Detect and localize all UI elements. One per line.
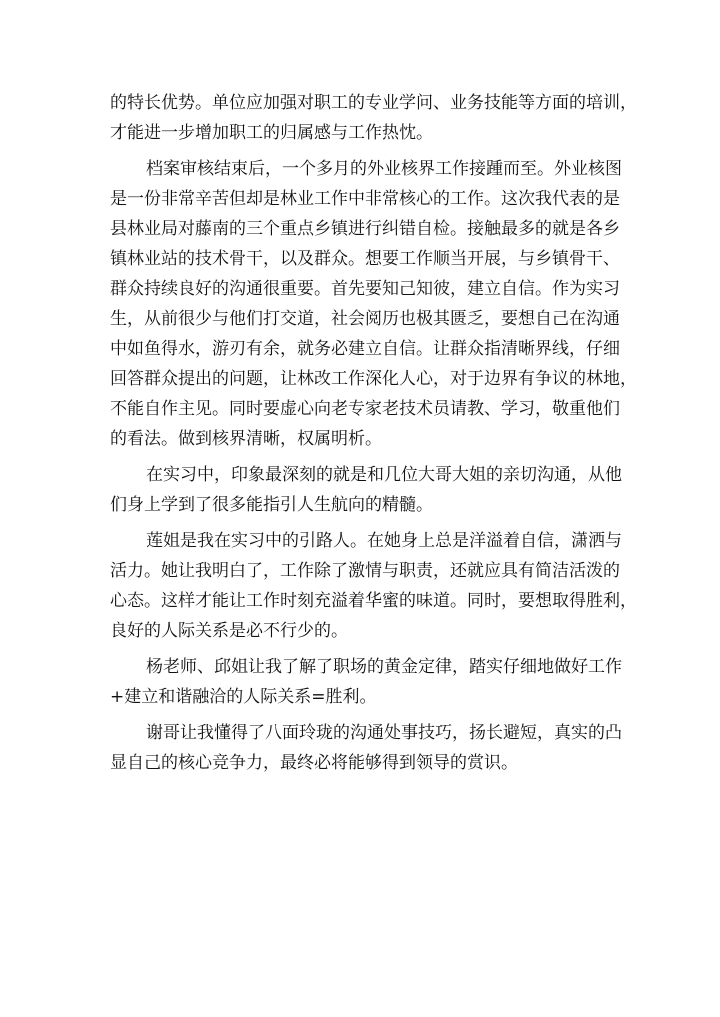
- text-line: 生，从前很少与他们打交道，社会阅历也极其匮乏，要想自己在沟通: [110, 309, 620, 329]
- text-line: 显自己的核心竞争力，最终必将能够得到领导的赏识。: [110, 753, 518, 773]
- text-line: 群众持续良好的沟通很重要。首先要知己知彼，建立自信。作为实习: [110, 279, 620, 299]
- paragraph-1: [110, 88, 637, 148]
- text-line: 是一份非常辛苦但却是林业工作中非常核心的工作。这次我代表的是: [110, 189, 620, 209]
- text-line: 镇林业站的技术骨干，以及群众。想要工作顺当开展，与乡镇骨干、: [110, 249, 620, 269]
- text-line: 回答群众提出的问题，让林改工作深化人心，对于边界有争议的林地，: [110, 369, 637, 389]
- text-line: 中如鱼得水，游刃有余，就务必建立自信。让群众指清晰界线，仔细: [110, 339, 620, 359]
- paragraph-6: [110, 718, 622, 778]
- text-line: +建立和谐融洽的人际关系=胜利。: [110, 687, 377, 707]
- paragraph-3: [110, 460, 622, 520]
- text-line: 们身上学到了很多能指引人生航向的精髓。: [110, 495, 433, 515]
- paragraph-2: [110, 154, 637, 454]
- text-line: 县林业局对藤南的三个重点乡镇进行纠错自检。接触最多的就是各乡: [110, 219, 620, 239]
- text-line: 的看法。做到核界清晰，权属明析。: [110, 429, 382, 449]
- text-line: 莲姐是我在实习中的引路人。在她身上总是洋溢着自信，潇洒与: [146, 531, 622, 551]
- text-line: 在实习中，印象最深刻的就是和几位大哥大姐的亲切沟通，从他: [146, 465, 622, 485]
- text-line: 不能自作主见。同时要虚心向老专家老技术员请教、学习，敬重他们: [110, 399, 620, 419]
- paragraph-4: [110, 526, 637, 646]
- document-body: [110, 88, 637, 784]
- text-line: 档案审核结束后，一个多月的外业核界工作接踵而至。外业核图: [146, 159, 622, 179]
- text-line: 杨老师、邱姐让我了解了职场的黄金定律，踏实仔细地做好工作: [146, 657, 622, 677]
- text-line: 良好的人际关系是必不行少的。: [110, 621, 348, 641]
- text-line: 谢哥让我懂得了八面玲珑的沟通处事技巧，扬长避短，真实的凸: [146, 723, 622, 743]
- text-line: 心态。这样才能让工作时刻充溢着华蜜的味道。同时，要想取得胜利，: [110, 591, 637, 611]
- text-line: 活力。她让我明白了，工作除了激情与职责，还就应具有简洁活泼的: [110, 561, 620, 581]
- paragraph-5: [110, 652, 622, 712]
- text-line: 的特长优势。单位应加强对职工的专业学问、业务技能等方面的培训，: [110, 93, 637, 113]
- text-line: 才能进一步增加职工的归属感与工作热忱。: [110, 123, 433, 143]
